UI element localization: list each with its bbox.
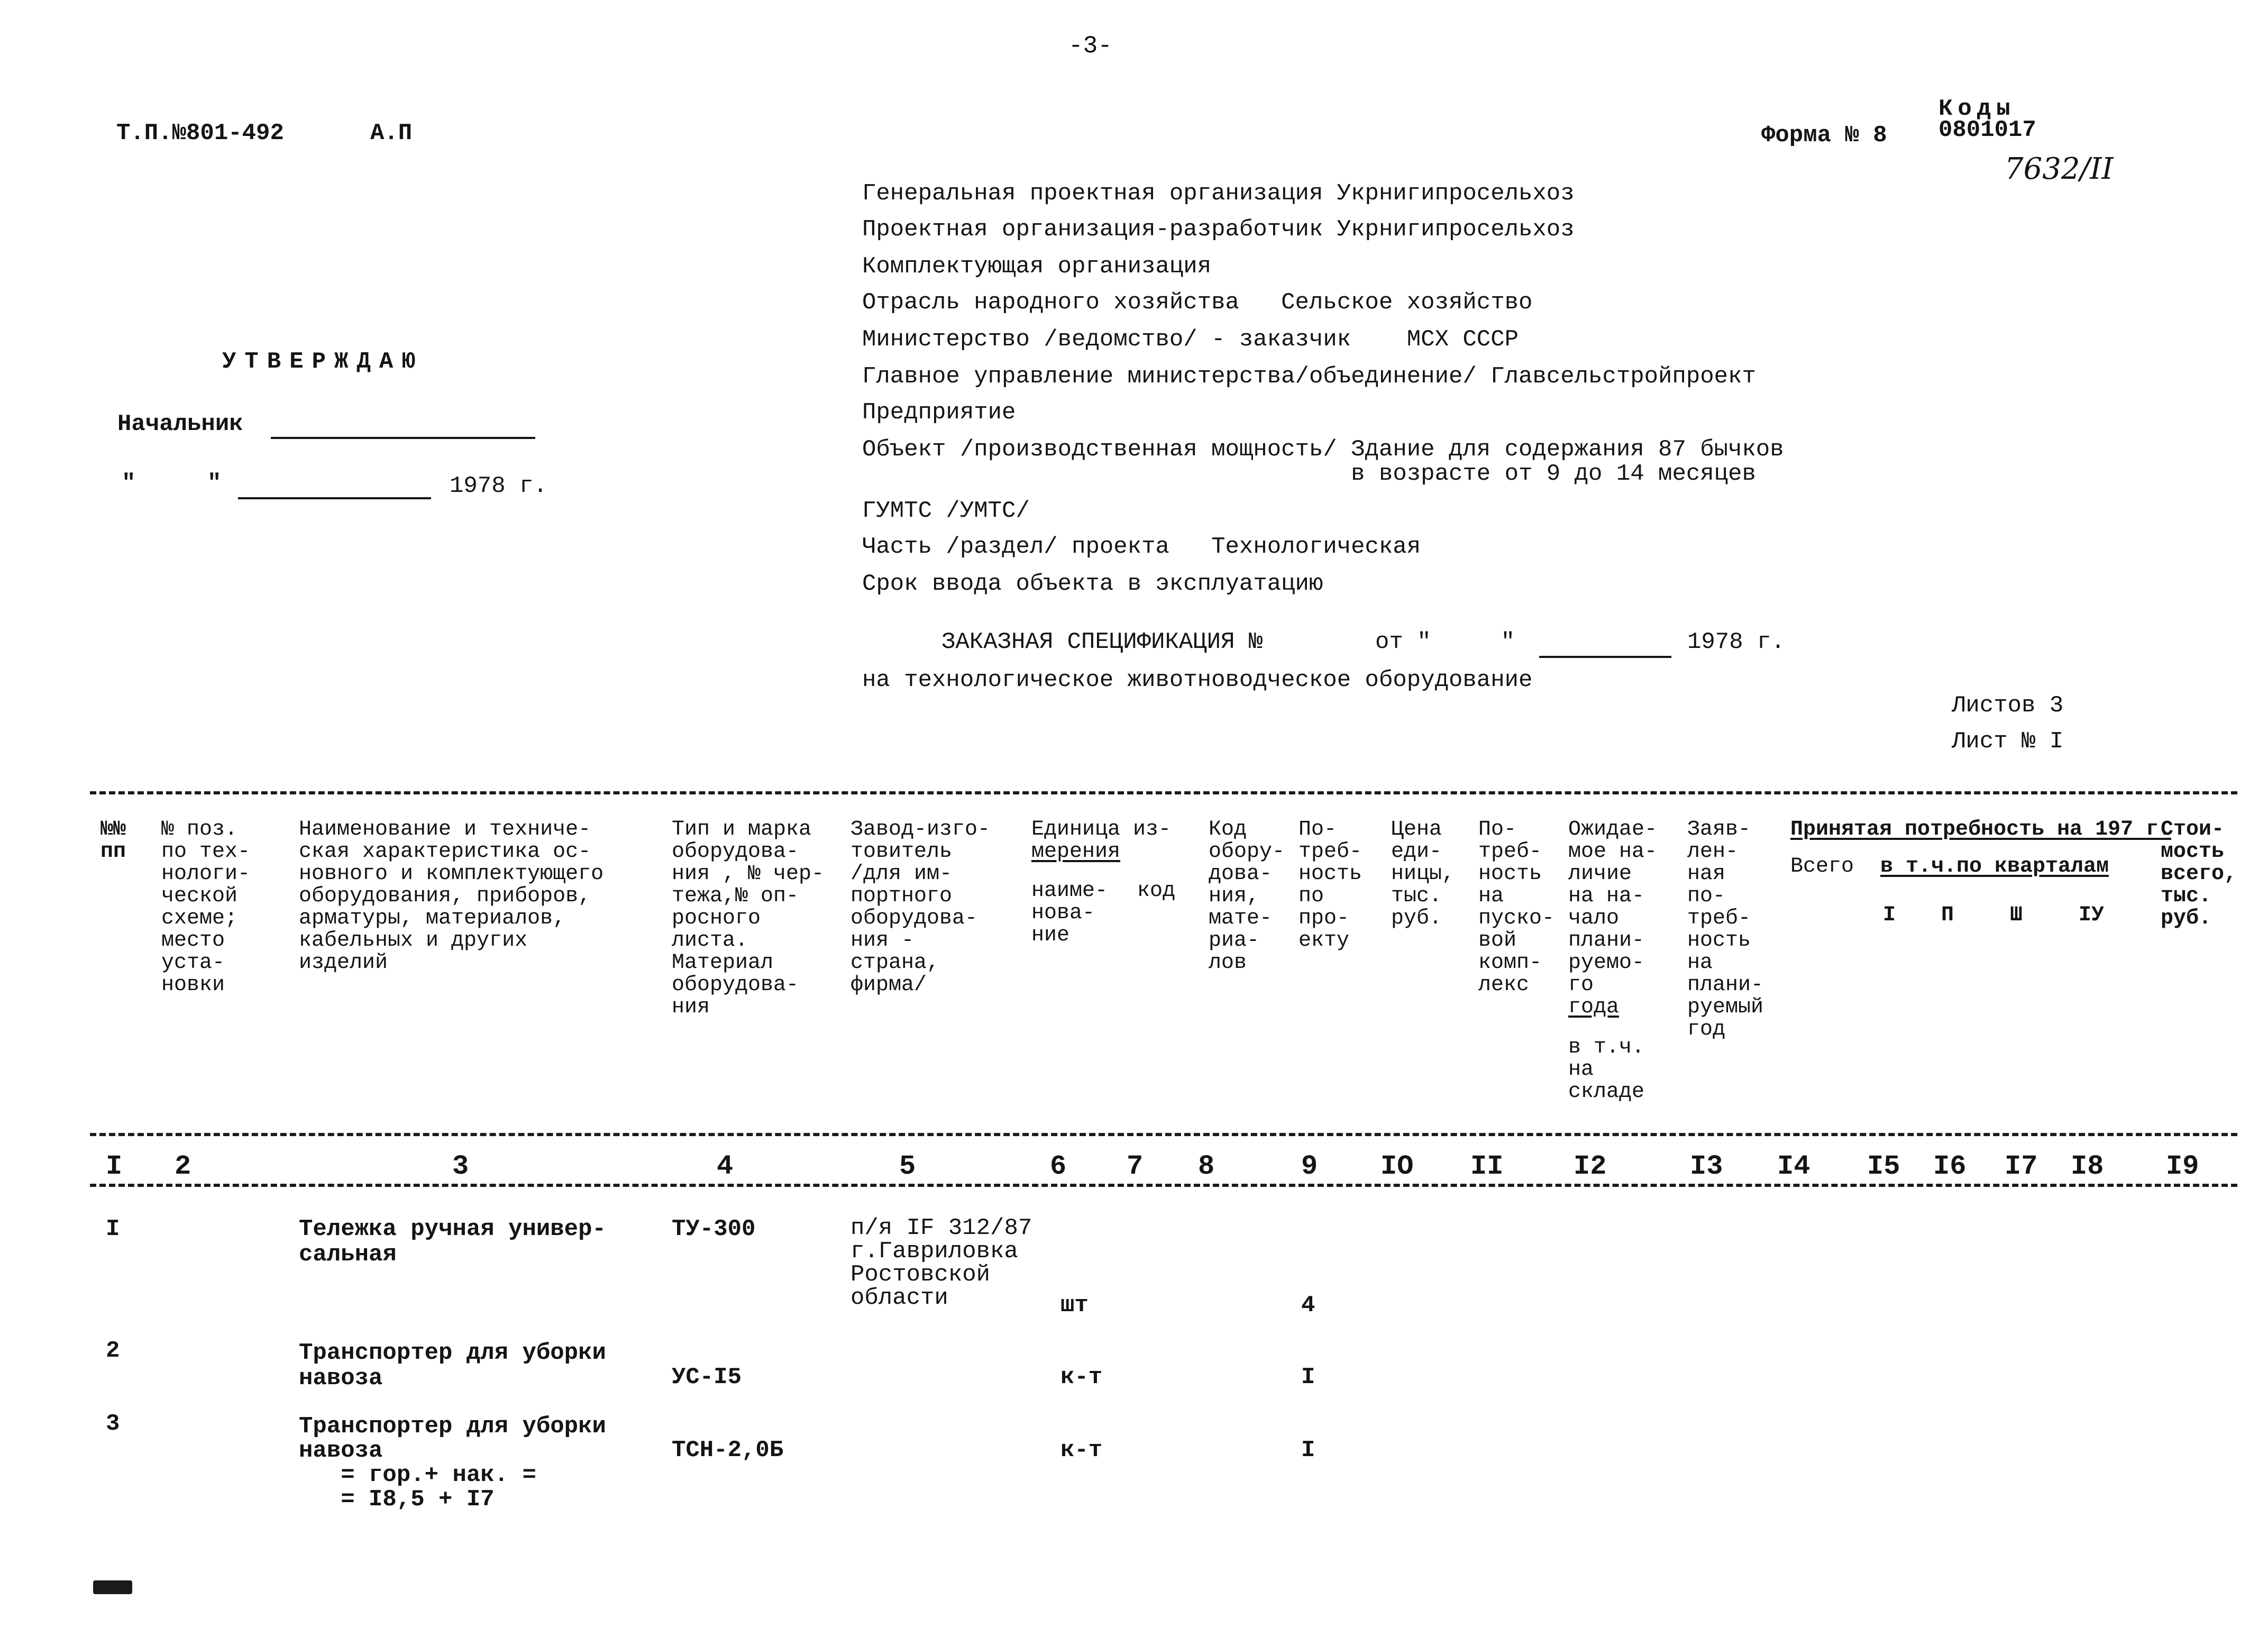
spec-title: ЗАКАЗНАЯ СПЕЦИФИКАЦИЯ №: [941, 629, 1263, 655]
page-number: -3-: [1068, 32, 1112, 60]
date-line: [238, 497, 431, 499]
header-position: № поз. по тех- нологи- ческой схеме; место уста- новки: [161, 818, 251, 997]
column-number-7: 7: [1127, 1151, 1144, 1182]
spec-year: 1978 г.: [1687, 629, 1785, 655]
org-developer: Проектная организация-разработчик Укрнигипросельхоз: [862, 216, 1575, 243]
column-number-4: 4: [717, 1151, 734, 1182]
header-startup-need: По- треб- ность на пуско- вой комп- лекс: [1478, 818, 1555, 997]
header-quarter-3: Ш: [2010, 903, 2023, 927]
row-1-unit: шт: [1060, 1292, 1089, 1319]
archive-stamp-mark: [93, 1580, 132, 1594]
handwritten-code: 7632/II: [2005, 152, 2114, 186]
org-supplier: Комплектующая организация: [862, 253, 1212, 280]
form-number: Форма № 8: [1761, 122, 1887, 149]
header-expected-stock-year: года: [1568, 995, 1620, 1019]
column-number-2: 2: [175, 1151, 191, 1182]
org-object: Объект /производственная мощность/ Здание для содержания 87 бычков: [862, 436, 1784, 463]
column-number-3: 3: [452, 1151, 469, 1182]
row-3-quantity: I: [1301, 1437, 1315, 1464]
column-number-15: I5: [1867, 1151, 1900, 1182]
header-project-need: По- треб- ность по про- екту: [1298, 818, 1362, 953]
album-number: А.П: [370, 120, 413, 147]
column-number-11: II: [1470, 1151, 1504, 1182]
codes-label: Коды: [1938, 96, 2016, 122]
header-accepted-need: Принятая потребность на 197 г.: [1790, 818, 2172, 842]
chief-label: Начальник: [117, 411, 243, 437]
date-quote-open: ": [122, 470, 136, 497]
row-1-name: Тележка ручная универ- сальная: [299, 1216, 606, 1268]
spec-date-line: [1539, 656, 1671, 658]
spec-subtitle: на технологическое животноводческое оборудование: [862, 667, 1533, 693]
row-2-name: Транспортер для уборки навоза: [299, 1340, 606, 1392]
row-1-type: ТУ-300: [672, 1216, 756, 1242]
org-industry: Отрасль народного хозяйства Сельское хозяйство: [862, 289, 1533, 316]
org-project-part: Часть /раздел/ проекта Технологическая: [862, 534, 1421, 560]
table-header-divider: [90, 1133, 2237, 1136]
column-number-18: I8: [2071, 1151, 2104, 1182]
org-ministry: Министерство /ведомство/ - заказчик МСХ СССР: [862, 326, 1519, 353]
row-3-type: ТСН-2,0Б: [672, 1437, 784, 1464]
header-in-warehouse: в т.ч. на складе: [1568, 1036, 1645, 1104]
header-manufacturer: Завод-изго- товитель /для им- портного оборудова- ния - страна, фирма/: [850, 818, 991, 997]
row-1-quantity: 4: [1301, 1292, 1315, 1319]
table-top-divider: [90, 791, 2237, 794]
header-type: Тип и марка оборудова- ния , № чер- тежа,№ оп- росного листа. Материал оборудова- ния: [672, 818, 825, 1019]
chief-signature-line: [271, 437, 535, 439]
column-number-14: I4: [1777, 1151, 1810, 1182]
org-main-department: Главное управление министерства/объединение/ Главсельстройпроект: [862, 363, 1756, 390]
header-by-quarters: в т.ч.по кварталам: [1880, 855, 2109, 879]
approval-year: 1978 г.: [450, 473, 547, 499]
header-unit-cont: мерения: [1031, 840, 1121, 864]
row-1-number: I: [106, 1216, 120, 1242]
header-unit-name: наиме- нова- ние: [1031, 879, 1108, 947]
org-gumts: ГУМТС /УМТС/: [862, 498, 1030, 524]
column-number-1: I: [106, 1151, 123, 1182]
column-number-19: I9: [2166, 1151, 2199, 1182]
document-reference: Т.П.№801-492: [116, 120, 284, 147]
row-2-type: УС-I5: [672, 1364, 742, 1391]
row-3-unit: к-т: [1060, 1437, 1103, 1464]
date-quote-close: ": [207, 470, 222, 497]
org-general-designer: Генеральная проектная организация Укрнигипросельхоз: [862, 180, 1575, 207]
sheet-current: Лист № I: [1952, 728, 2064, 755]
header-declared-need: Заяв- лен- ная по- треб- ность на плани- руемый год: [1687, 818, 1764, 1041]
column-number-16: I6: [1933, 1151, 1967, 1182]
column-number-6: 6: [1050, 1151, 1067, 1182]
column-number-8: 8: [1198, 1151, 1215, 1182]
column-number-9: 9: [1301, 1151, 1318, 1182]
header-unit: Единица из-: [1031, 818, 1172, 842]
sheets-total: Листов 3: [1952, 692, 2064, 719]
row-2-quantity: I: [1301, 1364, 1315, 1391]
header-unit-code: код: [1137, 879, 1176, 903]
header-quarter-4: IУ: [2079, 903, 2105, 927]
header-accepted-total: Всего: [1790, 855, 1854, 879]
row-2-number: 2: [106, 1338, 120, 1364]
row-2-unit: к-т: [1060, 1364, 1103, 1391]
header-expected-stock: Ожидае- мое на- личие на на- чало плани- руемо- го: [1568, 818, 1658, 997]
header-equipment-code: Код обору- дова- ния, мате- риа- лов: [1209, 818, 1285, 975]
column-numbers-divider: [90, 1184, 2237, 1187]
header-row-number: №№ пп: [100, 818, 126, 864]
column-number-17: I7: [2005, 1151, 2038, 1182]
approval-title: УТВЕРЖДАЮ: [222, 349, 424, 375]
form-code: 0801017: [1938, 117, 2036, 143]
row-3-number: 3: [106, 1411, 120, 1437]
column-number-5: 5: [899, 1151, 916, 1182]
header-total-cost: Стои- мость всего, тыс. руб.: [2161, 818, 2237, 930]
org-commissioning-date: Срок ввода объекта в эксплуатацию: [862, 571, 1323, 597]
header-quarter-1: I: [1883, 903, 1896, 927]
column-number-10: IO: [1380, 1151, 1414, 1182]
header-name: Наименование и техниче- ская характеристика ос- новного и комплектующего оборудования, приборов, арматуры, материалов, кабельных и других изделий: [299, 818, 604, 975]
spec-date-from: от " ": [1375, 629, 1515, 655]
row-1-manufacturer: п/я IF 312/87 г.Гавриловка Ростовской области: [850, 1215, 1032, 1311]
header-quarter-2: П: [1941, 903, 1954, 927]
row-3-name: Транспортер для уборки навоза = гор.+ нак. = = I8,5 + I7: [299, 1413, 606, 1513]
org-object-cont: в возрасте от 9 до 14 месяцев: [862, 461, 1756, 487]
header-unit-price: Цена еди- ницы, тыс. руб.: [1391, 818, 1455, 930]
column-number-13: I3: [1690, 1151, 1723, 1182]
column-number-12: I2: [1574, 1151, 1607, 1182]
org-enterprise: Предприятие: [862, 399, 1016, 426]
